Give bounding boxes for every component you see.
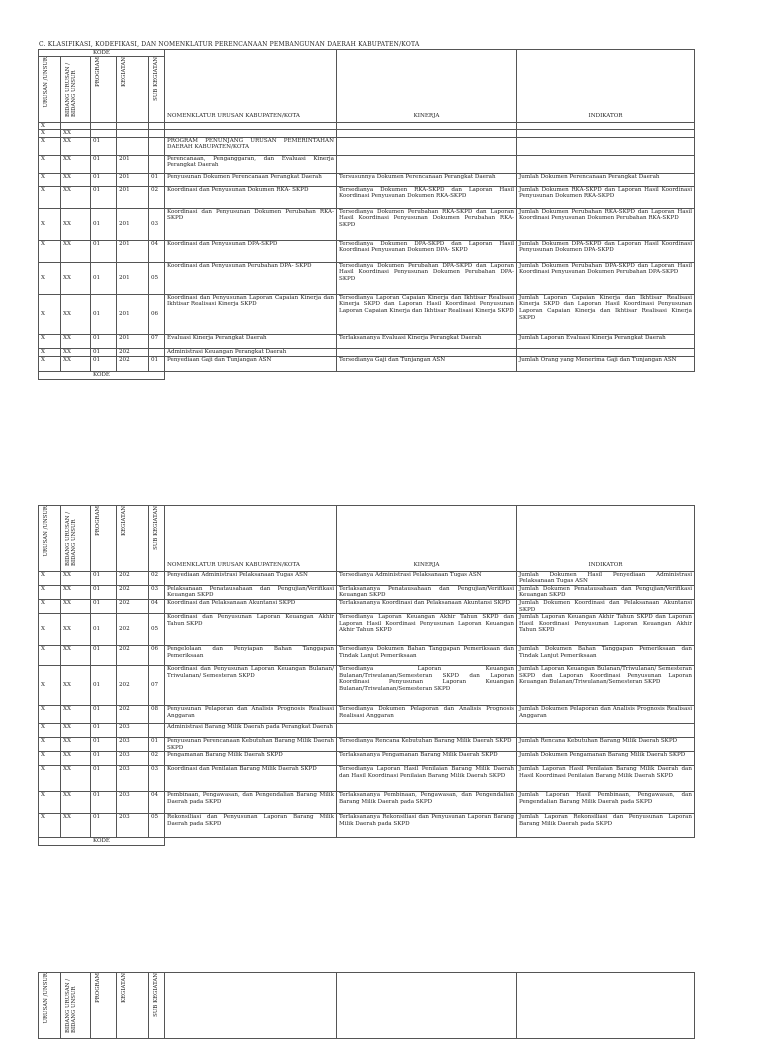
cell-program: 01 — [91, 294, 117, 334]
cell-kinerja: Tersedianya Laporan Capaian Kinerja dan Ikhtisar Realisasi Kinerja SKPD dan Laporan Hasil Koordinasi Penyusunan Laporan Capaian Kinerja dan Ikhtisar Realisasi Kinerja SKPD — [337, 294, 517, 334]
cell-urusan: X — [39, 792, 61, 814]
cell-sub-kegiatan — [149, 122, 165, 130]
cell-indikator: Jumlah Laporan Keuangan Bulanan/Triwulanan/ Semesteran SKPD dan Laporan Koordinasi Penyusunan Laporan Keuangan Bulanan/Triwulanan/Semesteran SKPD — [517, 666, 695, 706]
cell-sub-kegiatan — [149, 348, 165, 356]
cell-sub-kegiatan — [149, 137, 165, 155]
table-row — [39, 792, 695, 814]
cell-indikator: Jumlah Dokumen Perencanaan Perangkat Daerah — [517, 173, 695, 186]
cell-sub-kegiatan: 02 — [149, 752, 165, 766]
cell-kegiatan: 201 — [117, 240, 149, 262]
cell-program: 01 — [91, 646, 117, 666]
cell-bidang: XX — [61, 137, 91, 155]
cell-sub-kegiatan: 03 — [149, 208, 165, 240]
col-kinerja: KINERJA — [337, 50, 517, 123]
cell-kinerja: Terlaksananya Koordinasi dan Pelaksanaan Akuntansi SKPD — [337, 599, 517, 613]
cell-nomenklatur: Koordinasi dan Penyusunan Dokumen RKA- SKPD — [165, 186, 337, 208]
cell-program: 01 — [91, 348, 117, 356]
cell-nomenklatur: Rekonsiliasi dan Penyusunan Laporan Barang Milik Daerah pada SKPD — [165, 814, 337, 838]
empty-cell — [517, 371, 695, 379]
cell-program: 01 — [91, 814, 117, 838]
cell-bidang — [61, 122, 91, 130]
cell-program: 01 — [91, 186, 117, 208]
cell-kegiatan: 203 — [117, 814, 149, 838]
cell-program: 01 — [91, 571, 117, 585]
col-urusan: URUSAN /UNSUR — [43, 973, 49, 1024]
cell-kinerja: Tersedianya Laporan Keuangan Bulanan/Triwulanan/Semesteran SKPD dan Laporan Koordinasi Penyusunan Laporan Keuangan Bulanan/Triwulanan/Semesteran SKPD — [337, 666, 517, 706]
cell-nomenklatur: Koordinasi dan Penilaian Barang Milik Daerah SKPD — [165, 766, 337, 792]
cell-bidang: XX — [61, 186, 91, 208]
cell-bidang: XX — [61, 646, 91, 666]
table-row — [39, 724, 695, 738]
col-program: PROGRAM — [95, 506, 101, 536]
table-row — [39, 614, 695, 646]
empty-cell — [337, 838, 517, 846]
cell-program: 01 — [91, 792, 117, 814]
cell-kinerja: Tersedianya Dokumen Perubahan DPA-SKPD dan Laporan Hasil Koordinasi Penyusunan Dokumen Perubahan DPA-SKPD — [337, 262, 517, 294]
cell-urusan: X — [39, 208, 61, 240]
table-row — [39, 738, 695, 752]
cell-kegiatan: 203 — [117, 738, 149, 752]
cell-kinerja: Tersedianya Dokumen Pelaporan dan Analisis Prognosis Realisasi Anggaran — [337, 706, 517, 724]
col-kinerja: KINERJA — [337, 506, 517, 572]
cell-urusan: X — [39, 599, 61, 613]
cell-kegiatan: 202 — [117, 599, 149, 613]
cell-urusan: X — [39, 186, 61, 208]
cell-bidang: XX — [61, 724, 91, 738]
col-bidang: BIDANG URUSAN / BIDANG UNSUR — [65, 62, 77, 117]
cell-urusan: X — [39, 724, 61, 738]
cell-indikator: Jumlah Laporan Hasil Pembinaan, Pengawasan, dan Pengendalian Barang Milik Daerah pada SKPD — [517, 792, 695, 814]
cell-sub-kegiatan: 01 — [149, 356, 165, 371]
cell-bidang: XX — [61, 208, 91, 240]
table-row — [39, 122, 695, 130]
table-row — [39, 348, 695, 356]
cell-kegiatan: 201 — [117, 294, 149, 334]
cell-program: 01 — [91, 599, 117, 613]
cell-kinerja: Terlaksananya Evaluasi Kinerja Perangkat Daerah — [337, 334, 517, 348]
cell-indikator: Jumlah Dokumen Pelaporan dan Analisis Prognosis Realisasi Anggaran — [517, 706, 695, 724]
cell-kegiatan: 203 — [117, 792, 149, 814]
cell-bidang: XX — [61, 738, 91, 752]
cell-program — [91, 122, 117, 130]
cell-indikator: Jumlah Dokumen Hasil Penyediaan Administrasi Pelaksanaan Tugas ASN — [517, 571, 695, 585]
cell-bidang: XX — [61, 155, 91, 173]
cell-bidang: XX — [61, 571, 91, 585]
table-row — [39, 356, 695, 371]
cell-bidang: XX — [61, 240, 91, 262]
cell-nomenklatur: Administrasi Barang Milik Daerah pada Perangkat Daerah — [165, 724, 337, 738]
column-header-row — [39, 506, 695, 572]
cell-sub-kegiatan: 03 — [149, 766, 165, 792]
cell-sub-kegiatan: 05 — [149, 814, 165, 838]
cell-indikator — [517, 155, 695, 173]
cell-bidang: XX — [61, 792, 91, 814]
col-program: PROGRAM — [95, 57, 101, 87]
cell-indikator: Jumlah Laporan Keuangan Akhir Tahun SKPD dan Laporan Hasil Koordinasi Penyusunan Laporan Keuangan Akhir Tahun SKPD — [517, 614, 695, 646]
table-row — [39, 646, 695, 666]
cell-indikator: Jumlah Laporan Hasil Penilaian Barang Milik Daerah dan Hasil Koordinasi Penilaian Barang Milik Daerah SKPD — [517, 766, 695, 792]
cell-urusan: X — [39, 348, 61, 356]
table-row — [39, 240, 695, 262]
cell-nomenklatur: Koordinasi dan Penyusunan Laporan Keuangan Bulanan/ Triwulanan/ Semesteran SKPD — [165, 666, 337, 706]
cell-indikator — [517, 724, 695, 738]
table-row — [39, 585, 695, 599]
cell-bidang: XX — [61, 130, 91, 138]
kode-label: KODE — [39, 838, 165, 846]
cell-indikator: Jumlah Dokumen Koordinasi dan Pelaksanaan Akuntansi SKPD — [517, 599, 695, 613]
cell-kinerja: Tersedianya Dokumen Bahan Tanggapan Pemeriksaan dan Tindak Lanjut Pemeriksaan — [337, 646, 517, 666]
cell-indikator: Jumlah Dokumen Bahan Tanggapan Pemeriksaan dan Tindak Lanjut Pemeriksaan — [517, 646, 695, 666]
cell-nomenklatur: Koordinasi dan Penyusunan Laporan Capaian Kinerja dan Ikhtisar Realisasi Kinerja SKPD — [165, 294, 337, 334]
cell-urusan: X — [39, 666, 61, 706]
col-kegiatan: KEGIATAN — [121, 57, 127, 87]
cell-sub-kegiatan — [149, 155, 165, 173]
kode-label: KODE — [39, 50, 165, 57]
cell-nomenklatur: Koordinasi dan Penyusunan DPA-SKPD — [165, 240, 337, 262]
cell-program: 01 — [91, 240, 117, 262]
col-indikator: INDIKATOR — [517, 50, 695, 123]
cell-program: 01 — [91, 262, 117, 294]
cell-urusan: X — [39, 294, 61, 334]
cell-urusan: X — [39, 130, 61, 138]
table-row — [39, 173, 695, 186]
cell-kinerja: Terlaksananya Pembinaan, Pengawasan, dan Pengendalian Barang Milik Daerah pada SKPD — [337, 792, 517, 814]
table-row — [39, 706, 695, 724]
cell-nomenklatur: Koordinasi dan Penyusunan Perubahan DPA- SKPD — [165, 262, 337, 294]
nomenclature-table-1 — [38, 49, 695, 380]
cell-bidang: XX — [61, 348, 91, 356]
cell-urusan: X — [39, 155, 61, 173]
cell-urusan: X — [39, 334, 61, 348]
table-row — [39, 599, 695, 613]
table-row — [39, 155, 695, 173]
cell-indikator: Jumlah Dokumen RKA-SKPD dan Laporan Hasil Koordinasi Penyusunan Dokumen RKA-SKPD — [517, 186, 695, 208]
cell-program — [91, 130, 117, 138]
cell-program: 01 — [91, 738, 117, 752]
cell-urusan: X — [39, 240, 61, 262]
cell-indikator — [517, 137, 695, 155]
cell-kinerja: Tersedianya Dokumen RKA-SKPD dan Laporan Hasil Koordinasi Penyusunan Dokumen RKA-SKPD — [337, 186, 517, 208]
col-program: PROGRAM — [95, 973, 101, 1003]
cell-indikator: Jumlah Laporan Rekonsiliasi dan Penyusunan Laporan Barang Milik Daerah pada SKPD — [517, 814, 695, 838]
col-indikator: INDIKATOR — [517, 506, 695, 572]
cell-nomenklatur: Koordinasi dan Penyusunan Laporan Keuangan Akhir Tahun SKPD — [165, 614, 337, 646]
cell-bidang: XX — [61, 666, 91, 706]
cell-kegiatan: 201 — [117, 173, 149, 186]
cell-nomenklatur: Evaluasi Kinerja Perangkat Daerah — [165, 334, 337, 348]
kode-footer-row — [39, 371, 695, 379]
cell-indikator — [517, 122, 695, 130]
cell-sub-kegiatan: 03 — [149, 585, 165, 599]
cell-urusan: X — [39, 614, 61, 646]
cell-sub-kegiatan: 07 — [149, 666, 165, 706]
cell-program: 01 — [91, 666, 117, 706]
table-row — [39, 137, 695, 155]
cell-program: 01 — [91, 614, 117, 646]
cell-bidang: XX — [61, 814, 91, 838]
col-bidang: BIDANG URUSAN / BIDANG UNSUR — [65, 511, 77, 566]
cell-sub-kegiatan: 05 — [149, 262, 165, 294]
cell-nomenklatur — [165, 122, 337, 130]
cell-urusan: X — [39, 766, 61, 792]
cell-kegiatan: 201 — [117, 334, 149, 348]
cell-program: 01 — [91, 137, 117, 155]
cell-indikator: Jumlah Dokumen Perubahan DPA-SKPD dan Laporan Hasil Koordinasi Penyusunan Dokumen Perubahan DPA-SKPD — [517, 262, 695, 294]
nomenclature-table-3 — [38, 972, 695, 1039]
cell-program: 01 — [91, 356, 117, 371]
cell-kegiatan: 201 — [117, 186, 149, 208]
cell-kinerja — [337, 130, 517, 138]
cell-sub-kegiatan: 02 — [149, 571, 165, 585]
cell-kegiatan: 202 — [117, 356, 149, 371]
empty-cell — [337, 371, 517, 379]
cell-urusan: X — [39, 356, 61, 371]
cell-nomenklatur: Pengamanan Barang Milik Daerah SKPD — [165, 752, 337, 766]
cell-program: 01 — [91, 724, 117, 738]
cell-kinerja: Tersusunnya Dokumen Perencanaan Perangkat Daerah — [337, 173, 517, 186]
nomenclature-table-2 — [38, 505, 695, 846]
cell-urusan: X — [39, 122, 61, 130]
cell-bidang: XX — [61, 766, 91, 792]
cell-kinerja: Tersedianya Dokumen DPA-SKPD dan Laporan Hasil Koordinasi Penyusunan Dokumen DPA- SKPD — [337, 240, 517, 262]
cell-kegiatan: 201 — [117, 262, 149, 294]
cell-kegiatan: 202 — [117, 706, 149, 724]
col-urusan: URUSAN /UNSUR — [43, 57, 49, 108]
cell-kegiatan: 202 — [117, 666, 149, 706]
cell-sub-kegiatan: 05 — [149, 614, 165, 646]
table-row — [39, 571, 695, 585]
cell-nomenklatur: Administrasi Keuangan Perangkat Daerah — [165, 348, 337, 356]
cell-sub-kegiatan — [149, 724, 165, 738]
table-row — [39, 752, 695, 766]
cell-bidang: XX — [61, 706, 91, 724]
cell-kegiatan — [117, 130, 149, 138]
cell-sub-kegiatan: 01 — [149, 738, 165, 752]
cell-program: 01 — [91, 173, 117, 186]
col-nomenklatur: NOMENKLATUR URUSAN KABUPATEN/KOTA — [165, 506, 337, 572]
cell-program: 01 — [91, 585, 117, 599]
col-bidang: BIDANG URUSAN / BIDANG UNSUR — [65, 978, 77, 1033]
cell-kegiatan — [117, 122, 149, 130]
cell-nomenklatur: Pengelolaan dan Penyiapan Bahan Tanggapan Pemeriksaan — [165, 646, 337, 666]
table-row — [39, 130, 695, 138]
cell-kinerja — [337, 137, 517, 155]
cell-sub-kegiatan — [149, 130, 165, 138]
cell-nomenklatur: Penyusunan Perencanaan Kebutuhan Barang Milik Daerah SKPD — [165, 738, 337, 752]
table-row — [39, 208, 695, 240]
cell-sub-kegiatan: 08 — [149, 706, 165, 724]
cell-kegiatan: 202 — [117, 614, 149, 646]
cell-bidang: XX — [61, 599, 91, 613]
cell-kinerja: Tersedianya Dokumen Perubahan RKA-SKPD dan Laporan Hasil Koordinasi Penyusunan Dokumen Perubahan RKA-SKPD — [337, 208, 517, 240]
col-urusan: URUSAN /UNSUR — [43, 506, 49, 557]
cell-kegiatan: 202 — [117, 646, 149, 666]
cell-indikator: Jumlah Laporan Evaluasi Kinerja Perangkat Daerah — [517, 334, 695, 348]
cell-kegiatan: 202 — [117, 585, 149, 599]
cell-program: 01 — [91, 208, 117, 240]
cell-sub-kegiatan: 02 — [149, 186, 165, 208]
cell-nomenklatur: Perencanaan, Penganggaran, dan Evaluasi Kinerja Perangkat Daerah — [165, 155, 337, 173]
cell-kegiatan: 202 — [117, 348, 149, 356]
cell-nomenklatur: Penyusunan Pelaporan dan Analisis Prognosis Realisasi Anggaran — [165, 706, 337, 724]
cell-kinerja: Tersedianya Rencana Kebutuhan Barang Milik Daerah SKPD — [337, 738, 517, 752]
cell-kinerja — [337, 724, 517, 738]
cell-kinerja: Terlaksananya Pengamanan Barang Milik Daerah SKPD — [337, 752, 517, 766]
cell-nomenklatur: Koordinasi dan Pelaksanaan Akuntansi SKPD — [165, 599, 337, 613]
cell-sub-kegiatan: 04 — [149, 599, 165, 613]
cell-indikator: Jumlah Laporan Capaian Kinerja dan Ikhtisar Realisasi Kinerja SKPD dan Laporan Hasil Koordinasi Penyusunan Laporan Capaian Kinerja dan Ikhtisar Realisasi Kinerja SKPD — [517, 294, 695, 334]
cell-nomenklatur — [165, 130, 337, 138]
cell-sub-kegiatan: 06 — [149, 646, 165, 666]
table-row — [39, 666, 695, 706]
cell-nomenklatur: Pelaksanaan Penatausahaan dan Pengujian/Verifikasi Keuangan SKPD — [165, 585, 337, 599]
cell-kinerja: Tersedianya Laporan Hasil Penilaian Barang Milik Daerah dan Hasil Koordinasi Penilaian Barang Milik Daerah SKPD — [337, 766, 517, 792]
cell-indikator — [517, 348, 695, 356]
cell-kegiatan: 201 — [117, 155, 149, 173]
cell-urusan: X — [39, 571, 61, 585]
cell-program: 01 — [91, 155, 117, 173]
cell-nomenklatur: Pembinaan, Pengawasan, dan Pengendalian Barang Milik Daerah pada SKPD — [165, 792, 337, 814]
cell-urusan: X — [39, 752, 61, 766]
empty-cell — [517, 838, 695, 846]
cell-program: 01 — [91, 752, 117, 766]
empty-cell — [165, 371, 337, 379]
cell-kegiatan — [117, 137, 149, 155]
kode-label: KODE — [39, 371, 165, 379]
col-sub-kegiatan: SUB KEGIATAN — [153, 506, 159, 550]
document-title: C. KLASIFIKASI, KODEFIKASI, DAN NOMENKLATUR PERENCANAAN PEMBANGUNAN DAERAH KABUPATEN/KOTA — [39, 41, 420, 48]
cell-program: 01 — [91, 334, 117, 348]
cell-indikator: Jumlah Dokumen Perubahan RKA-SKPD dan Laporan Hasil Koordinasi Penyusunan Dokumen Perubahan RKA-SKPD — [517, 208, 695, 240]
col-kegiatan: KEGIATAN — [121, 506, 127, 536]
kode-header-row — [39, 50, 695, 57]
cell-nomenklatur: Penyediaan Administrasi Pelaksanaan Tugas ASN — [165, 571, 337, 585]
cell-kegiatan: 203 — [117, 752, 149, 766]
col-kegiatan: KEGIATAN — [121, 973, 127, 1003]
cell-kinerja: Terlaksananya Rekonsiliasi dan Penyusunan Laporan Barang Milik Daerah pada SKPD — [337, 814, 517, 838]
cell-urusan: X — [39, 585, 61, 599]
cell-indikator: Jumlah Dokumen DPA-SKPD dan Laporan Hasil Koordinasi Penyusunan Dokumen DPA-SKPD — [517, 240, 695, 262]
cell-urusan: X — [39, 814, 61, 838]
cell-program: 01 — [91, 766, 117, 792]
cell-kegiatan: 203 — [117, 724, 149, 738]
cell-indikator — [517, 130, 695, 138]
cell-nomenklatur: Koordinasi dan Penyusunan Dokumen Perubahan RKA-SKPD — [165, 208, 337, 240]
cell-kinerja: Tersedianya Gaji dan Tunjangan ASN — [337, 356, 517, 371]
cell-bidang: XX — [61, 294, 91, 334]
cell-kinerja — [337, 122, 517, 130]
cell-kinerja — [337, 155, 517, 173]
cell-kinerja: Terlaksananya Penatausahaan dan Pengujian/Verifikasi Keuangan SKPD — [337, 585, 517, 599]
cell-sub-kegiatan: 07 — [149, 334, 165, 348]
cell-urusan: X — [39, 173, 61, 186]
table-row — [39, 262, 695, 294]
cell-bidang: XX — [61, 262, 91, 294]
table-row — [39, 814, 695, 838]
cell-sub-kegiatan: 06 — [149, 294, 165, 334]
cell-urusan: X — [39, 262, 61, 294]
cell-nomenklatur: Penyediaan Gaji dan Tunjangan ASN — [165, 356, 337, 371]
cell-urusan: X — [39, 646, 61, 666]
cell-urusan: X — [39, 137, 61, 155]
cell-bidang: XX — [61, 585, 91, 599]
cell-bidang: XX — [61, 173, 91, 186]
col-sub-kegiatan: SUB KEGIATAN — [153, 973, 159, 1017]
cell-indikator: Jumlah Dokumen Penatausahaan dan Pengujian/Verifikasi Keuangan SKPD — [517, 585, 695, 599]
cell-urusan: X — [39, 738, 61, 752]
kode-footer-row — [39, 838, 695, 846]
cell-indikator: Jumlah Orang yang Menerima Gaji dan Tunjangan ASN — [517, 356, 695, 371]
table-row — [39, 334, 695, 348]
cell-bidang: XX — [61, 356, 91, 371]
cell-bidang: XX — [61, 614, 91, 646]
column-header-row — [39, 973, 695, 1039]
cell-bidang: XX — [61, 752, 91, 766]
cell-kegiatan: 203 — [117, 766, 149, 792]
cell-bidang: XX — [61, 334, 91, 348]
cell-kinerja — [337, 348, 517, 356]
cell-sub-kegiatan: 04 — [149, 792, 165, 814]
cell-kinerja: Tersedianya Laporan Keuangan Akhir Tahun SKPD dan Laporan Hasil Koordinasi Penyusunan Laporan Keuangan Akhir Tahun SKPD — [337, 614, 517, 646]
cell-sub-kegiatan: 04 — [149, 240, 165, 262]
cell-kinerja: Tersedianya Administrasi Pelaksanaan Tugas ASN — [337, 571, 517, 585]
cell-kegiatan: 201 — [117, 208, 149, 240]
cell-indikator: Jumlah Dokumen Pengamanan Barang Milik Daerah SKPD — [517, 752, 695, 766]
cell-sub-kegiatan: 01 — [149, 173, 165, 186]
table-row — [39, 186, 695, 208]
table-row — [39, 766, 695, 792]
table-row — [39, 294, 695, 334]
cell-kegiatan: 202 — [117, 571, 149, 585]
cell-program: 01 — [91, 706, 117, 724]
cell-nomenklatur: PROGRAM PENUNJANG URUSAN PEMERINTAHAN DAERAH KABUPATEN/KOTA — [165, 137, 337, 155]
cell-indikator: Jumlah Rencana Kebutuhan Barang Milik Daerah SKPD — [517, 738, 695, 752]
empty-cell — [165, 838, 337, 846]
cell-nomenklatur: Penyusunan Dokumen Perencanaan Perangkat Daerah — [165, 173, 337, 186]
col-nomenklatur: NOMENKLATUR URUSAN KABUPATEN/KOTA — [165, 50, 337, 123]
cell-urusan: X — [39, 706, 61, 724]
col-sub-kegiatan: SUB KEGIATAN — [153, 57, 159, 101]
